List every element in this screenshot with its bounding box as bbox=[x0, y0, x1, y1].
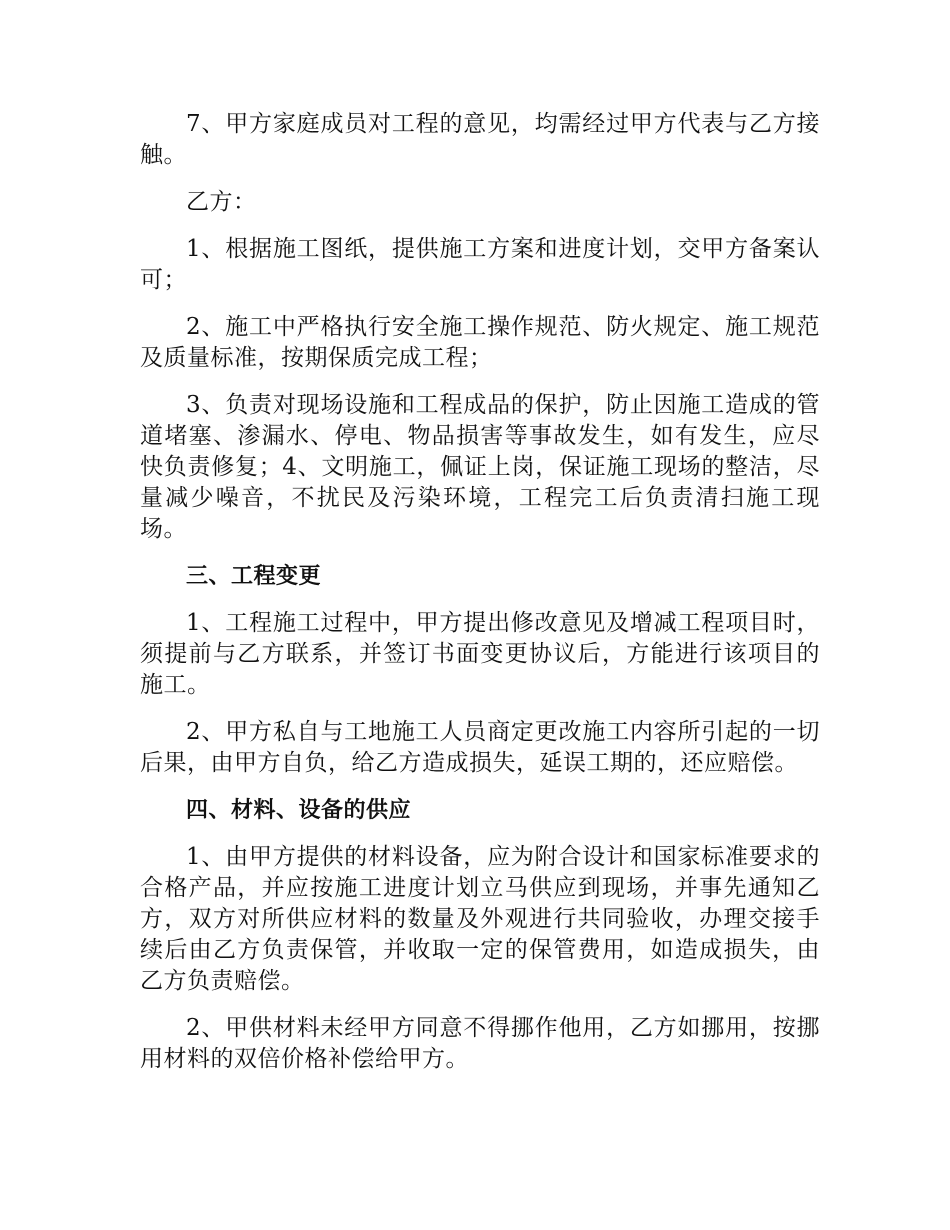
paragraph-site-protection: 3、负责对现场设施和工程成品的保护，防止因施工造成的管道堵塞、渗漏水、停电、物品损害等事故发生，如有发生，应尽快负责修复；4、文明施工，佩证上岗，保证施工现场的整洁，尽量减少噪音，不扰民及污染环境，工程完工后负责清扫施工现场。 bbox=[140, 392, 820, 542]
paragraph-private-changes: 2、甲方私自与工地施工人员商定更改施工内容所引起的一切后果，由甲方自负，给乙方造成损失，延误工期的，还应赔偿。 bbox=[140, 719, 820, 776]
paragraph-family-opinions: 7、甲方家庭成员对工程的意见，均需经过甲方代表与乙方接触。 bbox=[140, 111, 820, 168]
paragraph-material-misuse: 2、甲供材料未经甲方同意不得挪作他用，乙方如挪用，按挪用材料的双倍价格补偿给甲方。 bbox=[140, 1015, 820, 1072]
paragraph-construction-plan: 1、根据施工图纸，提供施工方案和进度计划，交甲方备案认可； bbox=[140, 236, 820, 293]
section-heading-engineering-change: 三、工程变更 bbox=[186, 564, 322, 589]
section-heading-material-supply: 四、材料、设备的供应 bbox=[186, 798, 412, 823]
paragraph-change-request: 1、工程施工过程中，甲方提出修改意见及增减工程项目时，须提前与乙方联系，并签订书面变更协议后，方能进行该项目的施工。 bbox=[140, 610, 820, 698]
paragraph-party-b-label: 乙方： bbox=[186, 189, 257, 215]
paragraph-safety-standards: 2、施工中严格执行安全施工操作规范、防火规定、施工规范及质量标准，按期保质完成工程； bbox=[140, 314, 820, 371]
document-page bbox=[140, 109, 820, 1091]
paragraph-material-acceptance: 1、由甲方提供的材料设备，应为附合设计和国家标准要求的合格产品，并应按施工进度计划立马供应到现场，并事先通知乙方，双方对所供应材料的数量及外观进行共同验收，办理交接手续后由乙方负责保管，并收取一定的保管费用，如造成损失，由乙方负责赔偿。 bbox=[140, 844, 820, 994]
